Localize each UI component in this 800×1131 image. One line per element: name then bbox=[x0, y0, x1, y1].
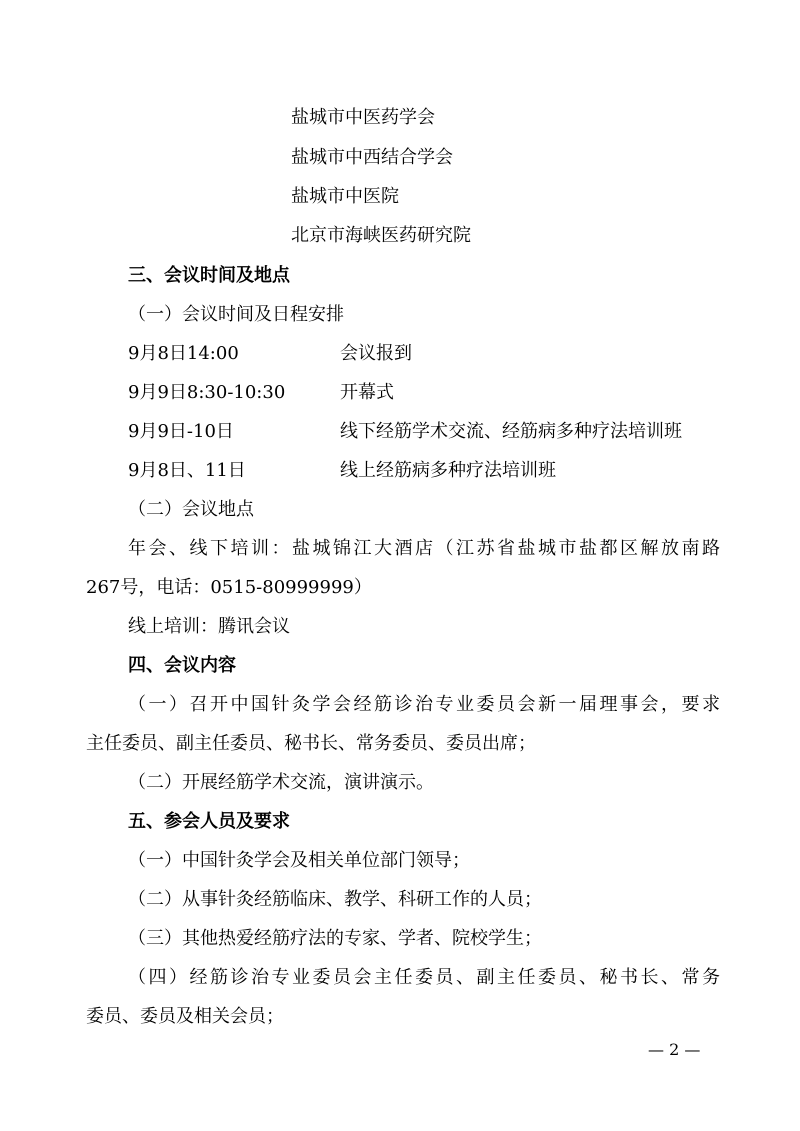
organizer-item: 盐城市中医药学会 bbox=[291, 107, 435, 128]
venue-text: 年会、线下培训：盐城锦江大酒店（江苏省盐城市盐都区解放南路 bbox=[128, 538, 720, 559]
schedule-date: 9月9日8:30-10:30 bbox=[128, 382, 286, 403]
page-number: — 2 — bbox=[648, 1040, 701, 1059]
schedule-event: 会议报到 bbox=[340, 343, 412, 364]
schedule-date: 9月8日14:00 bbox=[128, 343, 239, 364]
section-heading-attendees: 五、参会人员及要求 bbox=[128, 811, 290, 832]
content-item-continued: 主任委员、副主任委员、秘书长、常务委员、委员出席； bbox=[86, 733, 536, 754]
schedule-event: 线上经筋病多种疗法培训班 bbox=[340, 460, 556, 481]
schedule-date: 9月8日、11日 bbox=[128, 460, 246, 481]
content-item: （一）召开中国针灸学会经筋诊治专业委员会新一届理事会，要求 bbox=[128, 694, 720, 715]
section-heading-content: 四、会议内容 bbox=[128, 655, 236, 676]
subheading-venue: （二）会议地点 bbox=[128, 499, 254, 520]
schedule-event: 开幕式 bbox=[340, 382, 394, 403]
schedule-event: 线下经筋学术交流、经筋病多种疗法培训班 bbox=[340, 421, 682, 442]
attendee-item-continued: 委员、委员及相关会员； bbox=[86, 1006, 284, 1027]
section-heading-time-place: 三、会议时间及地点 bbox=[128, 265, 290, 286]
attendee-item: （二）从事针灸经筋临床、教学、科研工作的人员； bbox=[128, 889, 542, 910]
organizer-item: 北京市海峡医药研究院 bbox=[291, 225, 471, 246]
organizer-item: 盐城市中西结合学会 bbox=[291, 147, 453, 168]
subheading-schedule: （一）会议时间及日程安排 bbox=[128, 304, 344, 325]
attendee-item: （四）经筋诊治专业委员会主任委员、副主任委员、秘书长、常务 bbox=[128, 967, 720, 988]
attendee-item: （一）中国针灸学会及相关单位部门领导； bbox=[128, 850, 470, 871]
organizer-item: 盐城市中医院 bbox=[291, 186, 399, 207]
venue-text-continued: 267号，电话：0515-80999999） bbox=[86, 577, 372, 598]
content-item: （二）开展经筋学术交流，演讲演示。 bbox=[128, 772, 434, 793]
attendee-item: （三）其他热爱经筋疗法的专家、学者、院校学生； bbox=[128, 928, 542, 949]
online-venue: 线上培训：腾讯会议 bbox=[128, 616, 290, 637]
schedule-date: 9月9日-10日 bbox=[128, 421, 234, 442]
